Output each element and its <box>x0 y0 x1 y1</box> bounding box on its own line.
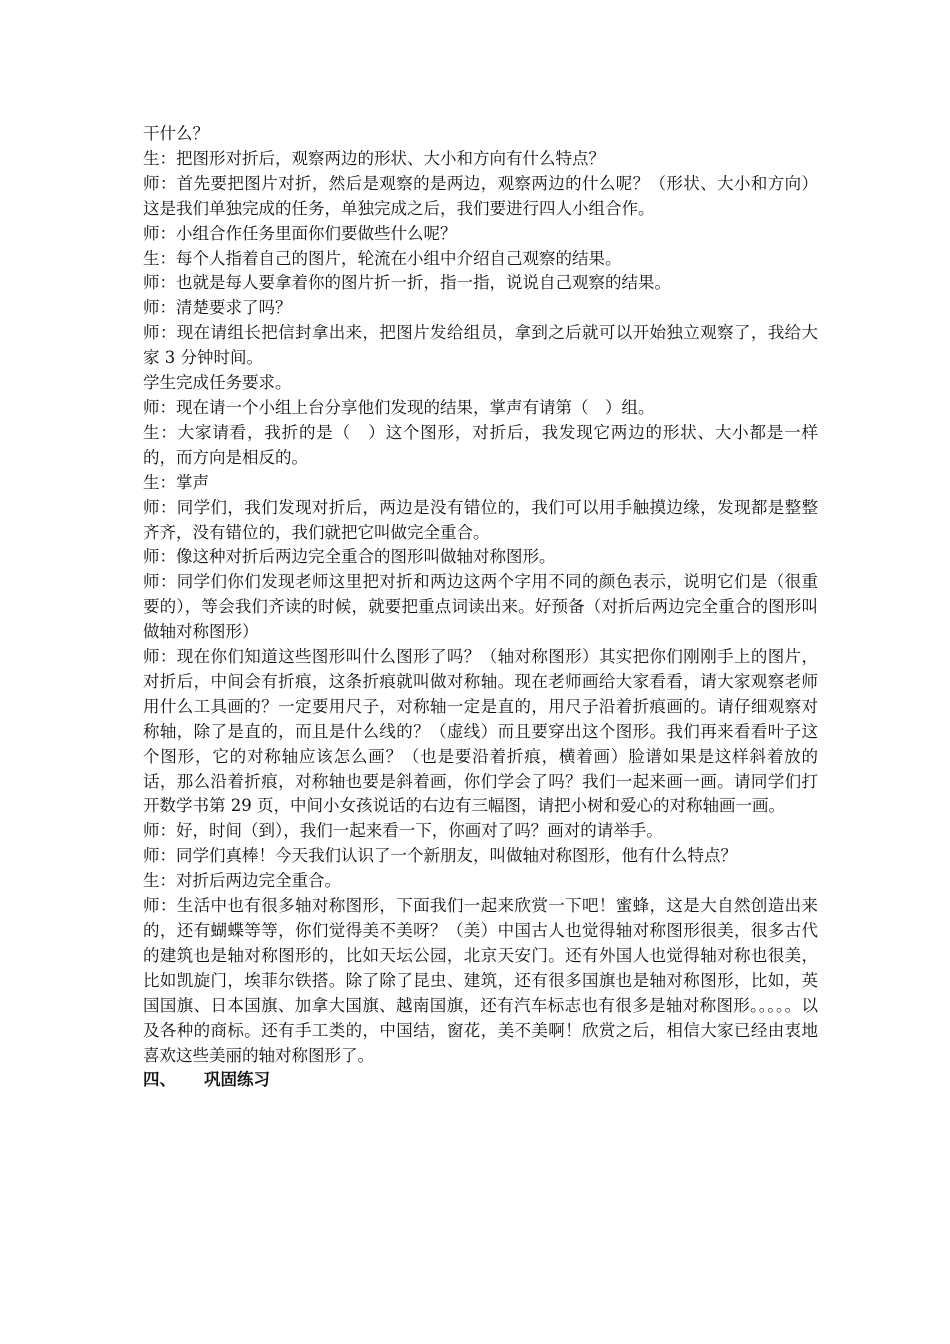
paragraph: 生：掌声 <box>143 472 209 492</box>
paragraph: 学生完成任务要求。 <box>143 373 292 393</box>
paragraph: 生：大家请看，我折的是（ ）这个图形，对折后，我发现它两边的形状、大小都是一样的，而方向是相反的。 <box>143 422 818 467</box>
paragraph: 师：现在请一个小组上台分享他们发现的结果，掌声有请第（ ）组。 <box>143 397 655 417</box>
document-page <box>143 122 818 1093</box>
paragraph: 生：对折后两边完全重合。 <box>143 871 341 891</box>
section-title: 巩固练习 <box>204 1070 270 1090</box>
paragraph: 师：也就是每人要拿着你的图片折一折，指一指，说说自己观察的结果。 <box>143 273 671 293</box>
paragraph: 师：小组合作任务里面你们要做些什么呢？ <box>143 223 457 243</box>
paragraph: 师：清楚要求了吗？ <box>143 298 292 318</box>
paragraph: 师：同学们真棒！今天我们认识了一个新朋友，叫做轴对称图形，他有什么特点？ <box>143 846 737 866</box>
section-number: 四、 <box>143 1070 176 1090</box>
paragraph: 师：好，时间（到），我们一起来看一下，你画对了吗？画对的请举手。 <box>143 821 663 841</box>
paragraph: 生：把图形对折后，观察两边的形状、大小和方向有什么特点？ <box>143 148 605 168</box>
paragraph: 师：像这种对折后两边完全重合的图形叫做轴对称图形。 <box>143 547 556 567</box>
section-heading <box>143 1068 818 1093</box>
paragraph: 师：现在请组长把信封拿出来，把图片发给组员，拿到之后就可以开始独立观察了，我给大家 3 分钟时间。 <box>143 323 818 368</box>
paragraph: 生：每个人指着自己的图片，轮流在小组中介绍自己观察的结果。 <box>143 248 622 268</box>
paragraph: 师：同学们你们发现老师这里把对折和两边这两个字用不同的颜色表示，说明它们是（很重要的），等会我们齐读的时候，就要把重点词读出来。好预备（对折后两边完全重合的图形叫做轴对称图形） <box>143 572 818 642</box>
paragraph: 师：生活中也有很多轴对称图形，下面我们一起来欣赏一下吧！蜜蜂，这是大自然创造出来的，还有蝴蝶等等，你们觉得美不美呀？（美）中国古人也觉得轴对称图形很美，很多古代的建筑也是轴对称图形的，比如天坛公园，北京天安门。还有外国人也觉得轴对称也很美，比如凯旋门，埃菲尔铁搭。除了除了昆虫、建筑，还有很多国旗也是轴对称图形，比如，英国国旗、日本国旗、加拿大国旗、越南国旗，还有汽车标志也有很多是轴对称图形。。。。。以及各种的商标。还有手工类的，中国结，窗花，美不美啊！欣赏之后，相信大家已经由衷地喜欢这些美丽的轴对称图形了。 <box>143 896 818 1065</box>
paragraph: 师：现在你们知道这些图形叫什么图形了吗？（轴对称图形）其实把你们刚刚手上的图片，对折后，中间会有折痕，这条折痕就叫做对称轴。现在老师画给大家看看，请大家观察老师用什么工具画的？一定要用尺子，对称轴一定是直的，用尺子沿着折痕画的。请仔细观察对称轴，除了是直的，而且是什么线的？（虚线）而且要穿出这个图形。我们再来看看叶子这个图形，它的对称轴应该怎么画？（也是要沿着折痕，横着画）脸谱如果是这样斜着放的话，那么沿着折痕，对称轴也要是斜着画，你们学会了吗？我们一起来画一画。请同学们打开数学书第 29 页，中间小女孩说话的右边有三幅图，请把小树和爱心的对称轴画一画。 <box>143 647 818 816</box>
paragraph: 师：同学们，我们发现对折后，两边是没有错位的，我们可以用手触摸边缘，发现都是整整齐齐，没有错位的，我们就把它叫做完全重合。 <box>143 497 818 542</box>
paragraph: 干什么？ <box>143 124 209 143</box>
paragraph: 师：首先要把图片对折，然后是观察的是两边，观察两边的什么呢？（形状、大小和方向）这是我们单独完成的任务，单独完成之后，我们要进行四人小组合作。 <box>143 173 818 218</box>
